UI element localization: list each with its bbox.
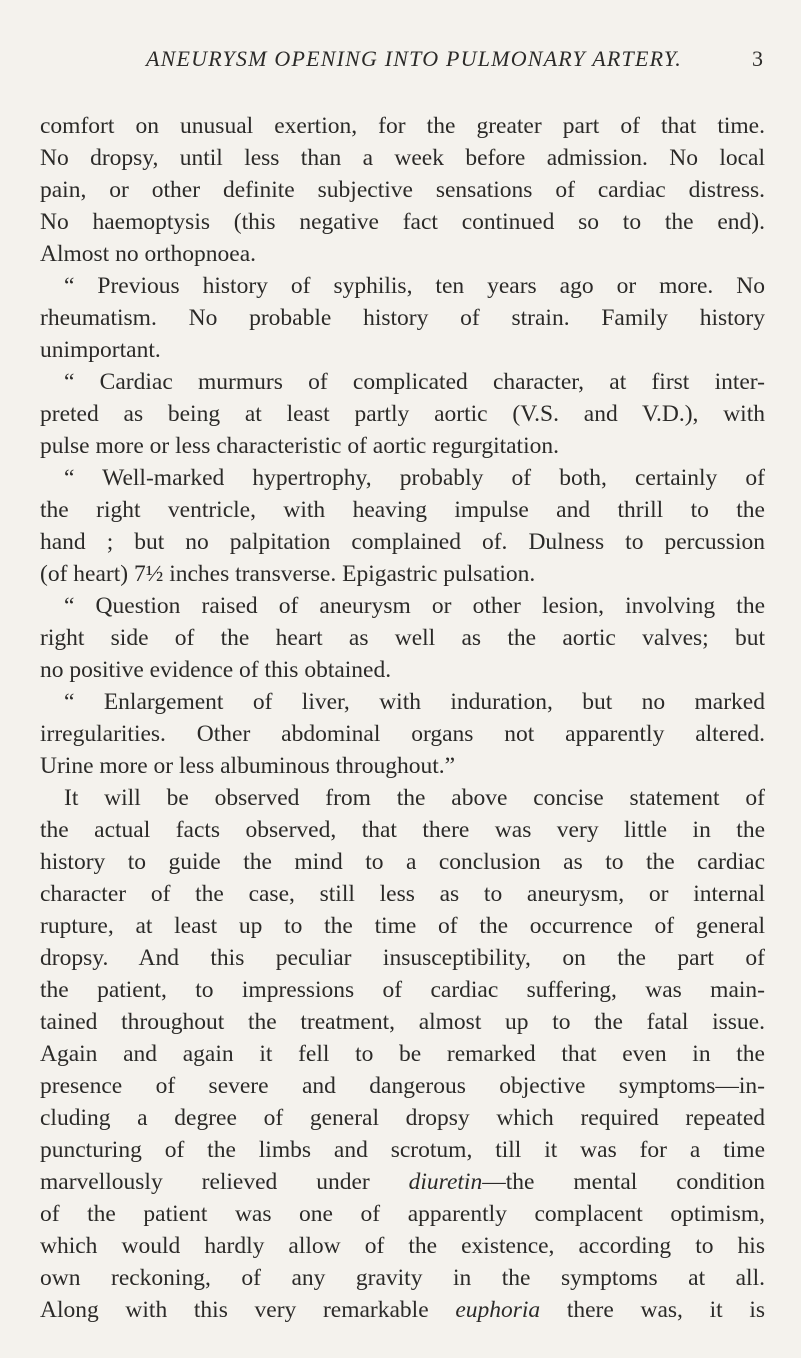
text-line <box>40 846 765 878</box>
text-line <box>40 334 765 366</box>
text-segment: rupture, at least up to the time of the occurrence of general <box>40 913 765 939</box>
text-segment: no positive evidence of this obtained. <box>40 657 392 683</box>
text-segment: tained throughout the treatment, almost up to the fatal issue. <box>40 1009 765 1035</box>
text-segment: the actual facts observed, that there was very little in the <box>40 817 765 843</box>
text-line <box>40 270 765 302</box>
text-line <box>40 558 765 590</box>
text-segment: comfort on unusual exertion, for the greater part of that time. <box>40 113 765 139</box>
text-segment: “ Well-marked hypertrophy, probably of both, certainly of <box>64 465 765 491</box>
text-line <box>40 1198 765 1230</box>
text-line <box>40 206 765 238</box>
page-number: 3 <box>752 46 763 71</box>
text-segment: the patient, to impressions of cardiac suffering, was main- <box>40 977 765 1003</box>
text-segment: puncturing of the limbs and scrotum, till it was for a time <box>40 1137 765 1163</box>
text-line <box>40 942 765 974</box>
text-segment: Urine more or less albuminous throughout.” <box>40 753 456 779</box>
text-line <box>40 622 765 654</box>
text-line <box>40 526 765 558</box>
italic-term: diuretin <box>408 1169 483 1195</box>
text-segment: “ Question raised of aneurysm or other lesion, involving the <box>64 593 765 619</box>
text-segment: own reckoning, of any gravity in the symptoms at all. <box>40 1265 765 1291</box>
text-line <box>40 238 765 270</box>
text-segment: cluding a degree of general dropsy which required repeated <box>40 1105 765 1131</box>
body-text <box>40 110 765 1326</box>
text-segment: marvellously relieved under <box>40 1169 409 1195</box>
text-segment: Almost no orthopnoea. <box>40 241 257 267</box>
text-line <box>40 110 765 142</box>
text-segment: hand ; but no palpitation complained of. Dulness to percussion <box>40 529 765 555</box>
text-line <box>40 1102 765 1134</box>
text-segment: No dropsy, until less than a week before admission. No local <box>40 145 765 171</box>
text-segment: the right ventricle, with heaving impulse and thrill to the <box>40 497 765 523</box>
text-segment: “ Cardiac murmurs of complicated character, at first inter- <box>64 369 765 395</box>
text-line <box>40 302 765 334</box>
italic-term: euphoria <box>455 1297 541 1323</box>
text-segment: dropsy. And this peculiar insusceptibility, on the part of <box>40 945 765 971</box>
text-segment: It will be observed from the above concise statement of <box>64 785 765 811</box>
text-line <box>40 1166 765 1198</box>
text-segment: Again and again it fell to be remarked that even in the <box>40 1041 765 1067</box>
text-segment: history to guide the mind to a conclusion as to the cardiac <box>40 849 765 875</box>
text-line <box>40 910 765 942</box>
text-line <box>40 462 765 494</box>
text-segment: right side of the heart as well as the aortic valves; but <box>40 625 765 651</box>
text-line <box>40 782 765 814</box>
text-segment: there was, it is <box>540 1297 765 1323</box>
text-line <box>40 814 765 846</box>
text-line <box>40 718 765 750</box>
text-segment: presence of severe and dangerous objective symptoms—in- <box>40 1073 765 1099</box>
text-segment: unimportant. <box>40 337 161 363</box>
text-line <box>40 1070 765 1102</box>
text-segment: “ Enlargement of liver, with induration, but no marked <box>64 689 765 715</box>
text-line <box>40 1134 765 1166</box>
text-line <box>40 142 765 174</box>
text-segment: which would hardly allow of the existence, according to his <box>40 1233 765 1259</box>
text-line <box>40 1262 765 1294</box>
text-line <box>40 750 765 782</box>
text-segment: character of the case, still less as to aneurysm, or internal <box>40 881 765 907</box>
text-segment: pulse more or less characteristic of aortic regurgitation. <box>40 433 559 459</box>
text-line <box>40 366 765 398</box>
text-segment: pain, or other definite subjective sensations of cardiac distress. <box>40 177 765 203</box>
text-line <box>40 974 765 1006</box>
text-line <box>40 1038 765 1070</box>
text-segment: of the patient was one of apparently complacent optimism, <box>40 1201 765 1227</box>
text-segment: preted as being at least partly aortic (V.S. and V.D.), with <box>40 401 765 427</box>
running-header: ANEURYSM OPENING INTO PULMONARY ARTERY. <box>146 46 682 71</box>
text-line <box>40 174 765 206</box>
text-segment: rheumatism. No probable history of strain. Family history <box>40 305 765 331</box>
text-segment: “ Previous history of syphilis, ten years ago or more. No <box>64 273 765 299</box>
text-line <box>40 686 765 718</box>
text-line <box>40 494 765 526</box>
text-line <box>40 1006 765 1038</box>
text-line <box>40 878 765 910</box>
text-line <box>40 1230 765 1262</box>
text-line <box>40 1294 765 1326</box>
text-segment: —the mental condition <box>482 1169 765 1195</box>
text-segment: irregularities. Other abdominal organs not apparently altered. <box>40 721 765 747</box>
text-segment: No haemoptysis (this negative fact continued so to the end). <box>40 209 765 235</box>
text-line <box>40 398 765 430</box>
text-line <box>40 654 765 686</box>
text-line <box>40 590 765 622</box>
text-segment: (of heart) 7½ inches transverse. Epigastric pulsation. <box>40 561 536 587</box>
text-segment: Along with this very remarkable <box>40 1297 456 1323</box>
text-line <box>40 430 765 462</box>
